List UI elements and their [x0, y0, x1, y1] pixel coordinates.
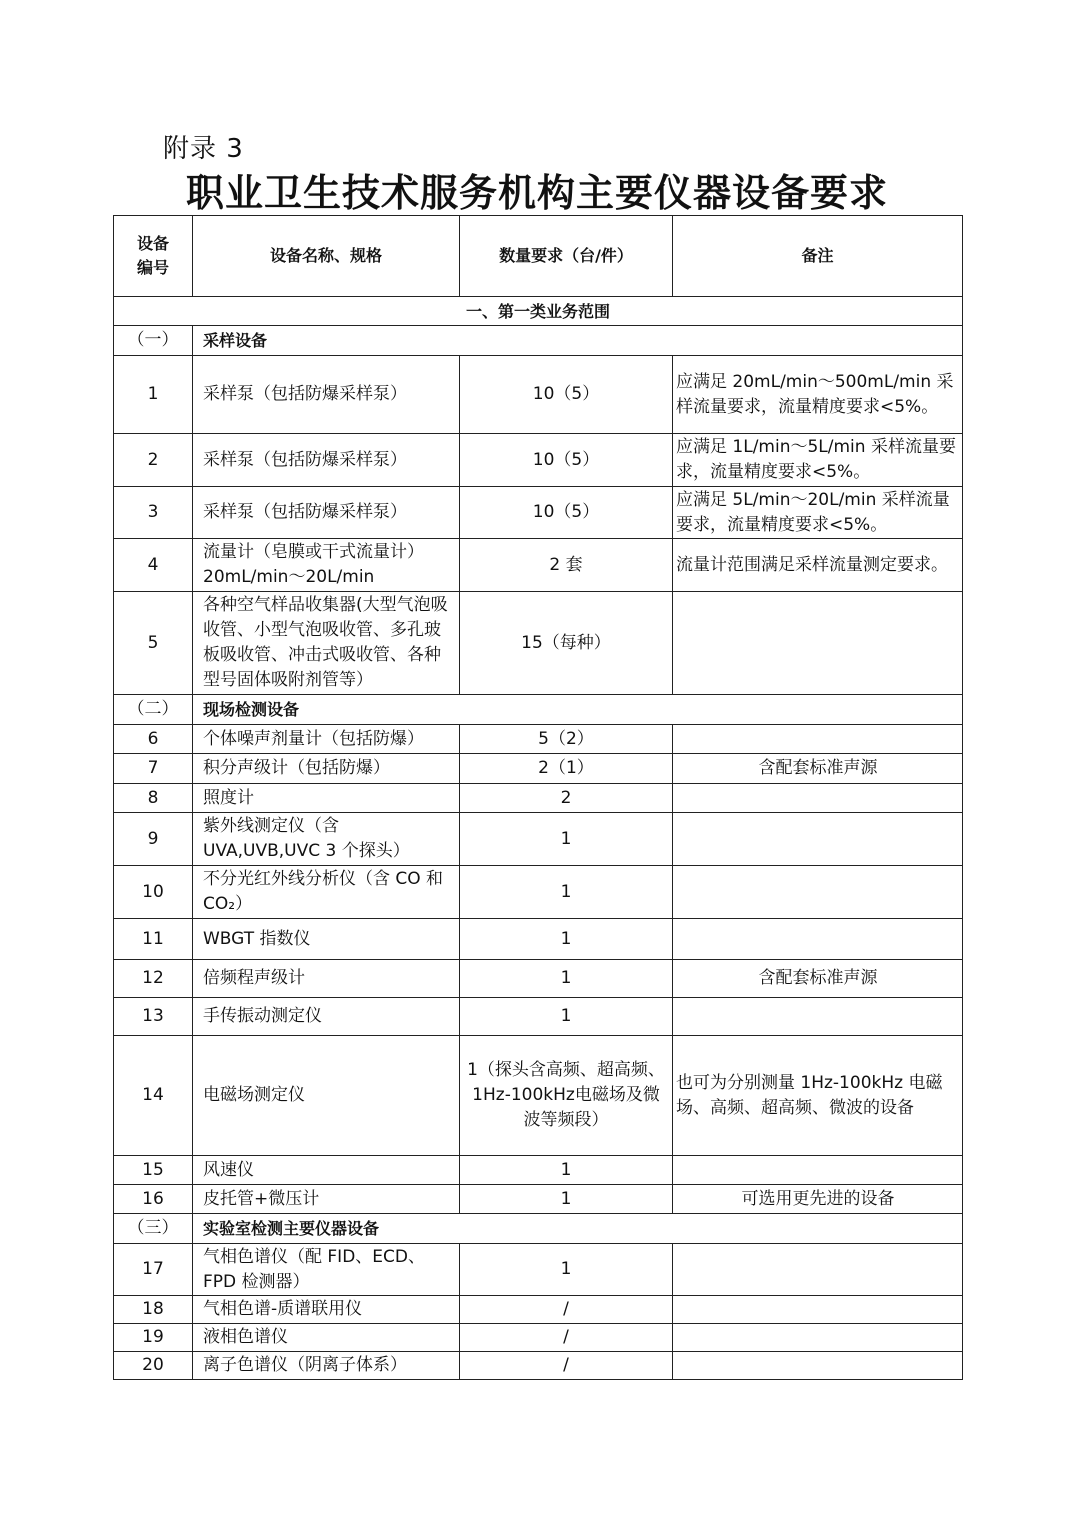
- equipment-number: 5: [114, 592, 193, 695]
- equipment-name: 皮托管+微压计: [193, 1185, 460, 1214]
- group-row: [114, 1214, 963, 1244]
- table-row: [114, 1156, 963, 1185]
- equipment-quantity: 1: [460, 1244, 673, 1296]
- section-row: [114, 297, 963, 326]
- table-row: [114, 1036, 963, 1156]
- equipment-name: 积分声级计（包括防爆）: [193, 754, 460, 784]
- table-row: [114, 487, 963, 539]
- equipment-name: 气相色谱-质谱联用仪: [193, 1296, 460, 1324]
- equipment-name: 采样泵（包括防爆采样泵）: [193, 356, 460, 434]
- equipment-table: [113, 215, 963, 1380]
- table-row: [114, 1324, 963, 1352]
- equipment-note: 可选用更先进的设备: [673, 1185, 963, 1214]
- equipment-name: 照度计: [193, 784, 460, 813]
- appendix-label: 附录 3: [163, 134, 244, 164]
- equipment-name: 流量计（皂膜或干式流量计）20mL/min～20L/min: [193, 539, 460, 592]
- equipment-note: 也可为分别测量 1Hz-100kHz 电磁场、高频、超高频、微波的设备: [673, 1036, 963, 1156]
- equipment-quantity: 10（5）: [460, 356, 673, 434]
- equipment-note: 应满足 20mL/min～500mL/min 采样流量要求，流量精度要求<5%。: [673, 356, 963, 434]
- equipment-quantity: 2 套: [460, 539, 673, 592]
- equipment-name: 采样泵（包括防爆采样泵）: [193, 487, 460, 539]
- equipment-note: [673, 592, 963, 695]
- equipment-quantity: 5（2）: [460, 725, 673, 754]
- table-row: [114, 919, 963, 960]
- equipment-quantity: /: [460, 1352, 673, 1380]
- equipment-quantity: 1: [460, 813, 673, 866]
- equipment-name: 倍频程声级计: [193, 960, 460, 998]
- equipment-number: 11: [114, 919, 193, 960]
- equipment-number: 20: [114, 1352, 193, 1380]
- equipment-note: [673, 784, 963, 813]
- table-header-row: [114, 216, 963, 297]
- table-row: [114, 754, 963, 784]
- equipment-note: 应满足 1L/min～5L/min 采样流量要求，流量精度要求<5%。: [673, 434, 963, 487]
- group-label: 采样设备: [193, 326, 963, 356]
- equipment-note: 应满足 5L/min～20L/min 采样流量要求，流量精度要求<5%。: [673, 487, 963, 539]
- equipment-number: 8: [114, 784, 193, 813]
- equipment-name: 液相色谱仪: [193, 1324, 460, 1352]
- equipment-number: 9: [114, 813, 193, 866]
- equipment-quantity: 1: [460, 1156, 673, 1185]
- header-qty: 数量要求（台/件）: [460, 216, 673, 297]
- equipment-quantity: 1: [460, 1185, 673, 1214]
- equipment-note: [673, 866, 963, 919]
- equipment-name: 手传振动测定仪: [193, 998, 460, 1036]
- header-num: 设备 编号: [114, 216, 193, 297]
- equipment-number: 2: [114, 434, 193, 487]
- table-row: [114, 1244, 963, 1296]
- page-title: 职业卫生技术服务机构主要仪器设备要求: [185, 170, 888, 215]
- equipment-quantity: 1: [460, 919, 673, 960]
- equipment-number: 15: [114, 1156, 193, 1185]
- table-row: [114, 356, 963, 434]
- group-label: 现场检测设备: [193, 695, 963, 725]
- equipment-quantity: 1: [460, 960, 673, 998]
- equipment-note: [673, 725, 963, 754]
- group-label: 实验室检测主要仪器设备: [193, 1214, 963, 1244]
- equipment-note: [673, 1296, 963, 1324]
- equipment-name: 紫外线测定仪（含 UVA,UVB,UVC 3 个探头）: [193, 813, 460, 866]
- group-number: （三）: [114, 1214, 193, 1244]
- equipment-note: [673, 998, 963, 1036]
- equipment-name: 不分光红外线分析仪（含 CO 和 CO₂）: [193, 866, 460, 919]
- equipment-number: 17: [114, 1244, 193, 1296]
- equipment-note: [673, 813, 963, 866]
- group-number: （一）: [114, 326, 193, 356]
- equipment-note: [673, 1244, 963, 1296]
- equipment-number: 7: [114, 754, 193, 784]
- equipment-number: 6: [114, 725, 193, 754]
- table-row: [114, 866, 963, 919]
- equipment-name: 各种空气样品收集器(大型气泡吸收管、小型气泡吸收管、多孔玻板吸收管、冲击式吸收管、各种型号固体吸附剂管等）: [193, 592, 460, 695]
- equipment-note: [673, 1156, 963, 1185]
- equipment-quantity: 1: [460, 998, 673, 1036]
- table-row: [114, 960, 963, 998]
- equipment-note: [673, 919, 963, 960]
- equipment-quantity: 10（5）: [460, 434, 673, 487]
- equipment-quantity: 1（探头含高频、超高频、1Hz-100kHz电磁场及微波等频段）: [460, 1036, 673, 1156]
- equipment-note: 含配套标准声源: [673, 960, 963, 998]
- equipment-quantity: 15（每种）: [460, 592, 673, 695]
- equipment-number: 19: [114, 1324, 193, 1352]
- equipment-number: 10: [114, 866, 193, 919]
- equipment-number: 13: [114, 998, 193, 1036]
- equipment-name: 离子色谱仪（阴离子体系）: [193, 1352, 460, 1380]
- table-row: [114, 1296, 963, 1324]
- equipment-note: [673, 1352, 963, 1380]
- equipment-name: 采样泵（包括防爆采样泵）: [193, 434, 460, 487]
- equipment-number: 16: [114, 1185, 193, 1214]
- equipment-name: WBGT 指数仪: [193, 919, 460, 960]
- equipment-quantity: /: [460, 1296, 673, 1324]
- group-number: （二）: [114, 695, 193, 725]
- header-name: 设备名称、规格: [193, 216, 460, 297]
- equipment-quantity: 1: [460, 866, 673, 919]
- table-row: [114, 1185, 963, 1214]
- table-row: [114, 725, 963, 754]
- equipment-name: 气相色谱仪（配 FID、ECD、FPD 检测器）: [193, 1244, 460, 1296]
- equipment-note: [673, 1324, 963, 1352]
- equipment-number: 18: [114, 1296, 193, 1324]
- table-row: [114, 998, 963, 1036]
- equipment-note: 含配套标准声源: [673, 754, 963, 784]
- table-row: [114, 813, 963, 866]
- table-row: [114, 434, 963, 487]
- equipment-quantity: 2: [460, 784, 673, 813]
- equipment-quantity: 2（1）: [460, 754, 673, 784]
- section-title: 一、第一类业务范围: [114, 297, 963, 326]
- equipment-note: 流量计范围满足采样流量测定要求。: [673, 539, 963, 592]
- equipment-number: 14: [114, 1036, 193, 1156]
- equipment-name: 电磁场测定仪: [193, 1036, 460, 1156]
- equipment-number: 1: [114, 356, 193, 434]
- table-row: [114, 784, 963, 813]
- group-row: [114, 326, 963, 356]
- table-row: [114, 539, 963, 592]
- equipment-number: 3: [114, 487, 193, 539]
- group-row: [114, 695, 963, 725]
- table-row: [114, 592, 963, 695]
- equipment-quantity: 10（5）: [460, 487, 673, 539]
- equipment-name: 个体噪声剂量计（包括防爆）: [193, 725, 460, 754]
- equipment-number: 12: [114, 960, 193, 998]
- equipment-quantity: /: [460, 1324, 673, 1352]
- table-row: [114, 1352, 963, 1380]
- equipment-name: 风速仪: [193, 1156, 460, 1185]
- equipment-number: 4: [114, 539, 193, 592]
- header-note: 备注: [673, 216, 963, 297]
